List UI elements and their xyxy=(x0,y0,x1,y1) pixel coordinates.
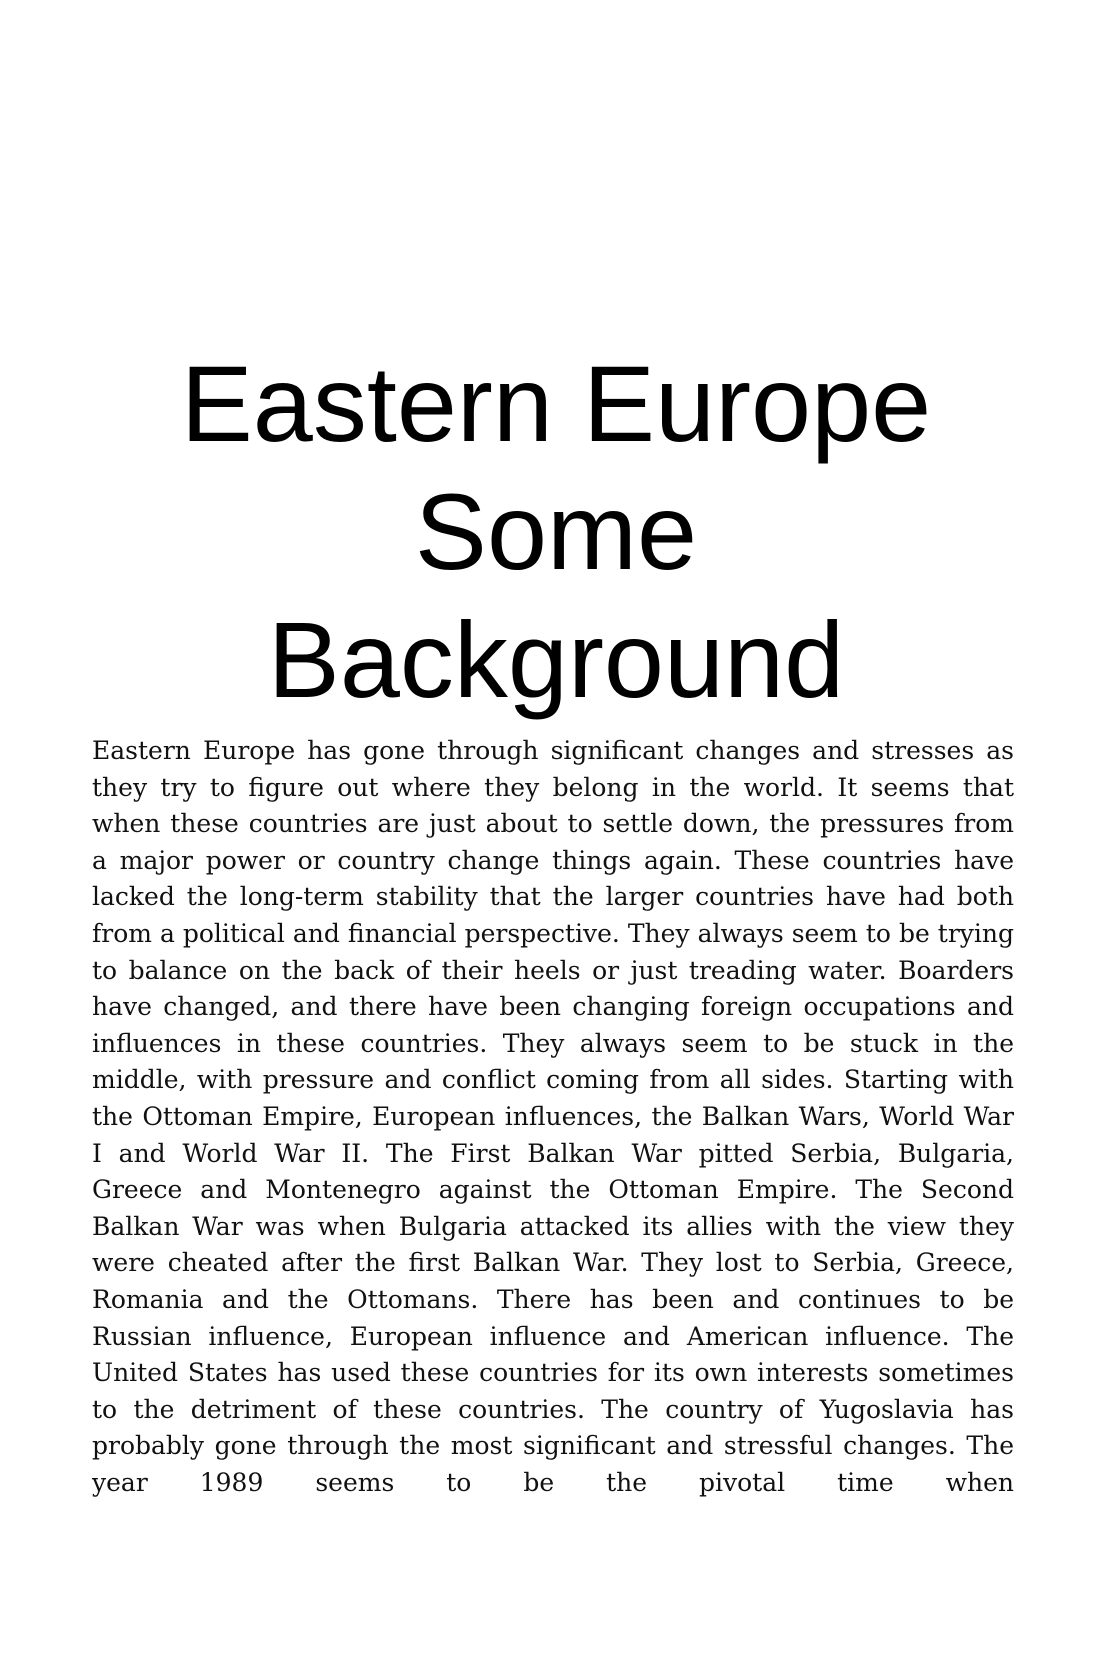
page-title xyxy=(90,340,1022,724)
body-paragraph: Eastern Europe has gone through significant changes and stresses as they try to figure out where they belong in the world. It seems that when these countries are just about to settle down, the pressures from a major power or country change things again. These countries have lacked the long-term stability that the larger countries have had both from a political and financial perspective. They always seem to be trying to balance on the back of their heels or just treading water. Boarders have changed, and there have been changing foreign occupations and influences in these countries. They always seem to be stuck in the middle, with pressure and conflict coming from all sides. Starting with the Ottoman Empire, European influences, the Balkan Wars, World War I and World War II. The First Balkan War pitted Serbia, Bulgaria, Greece and Montenegro against the Ottoman Empire. The Second Balkan War was when Bulgaria attacked its allies with the view they were cheated after the first Balkan War. They lost to Serbia, Greece, Romania and the Ottomans. There has been and continues to be Russian influence, European influence and American influence. The United States has used these countries for its own interests sometimes to the detriment of these countries. The country of Yugoslavia has probably gone through the most significant and stressful changes. The year 1989 seems to be the pivotal time when xyxy=(92,736,1014,1497)
title-line-2: Some xyxy=(414,471,698,592)
title-line-1: Eastern Europe xyxy=(180,343,932,464)
title-line-3: Background xyxy=(267,599,845,720)
